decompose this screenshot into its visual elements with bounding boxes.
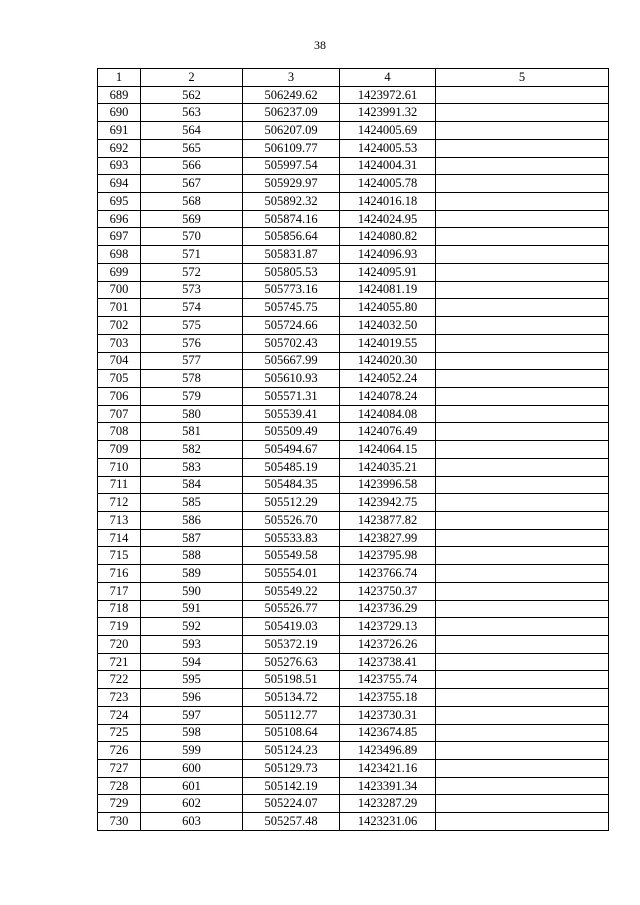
table-cell-col-5: [436, 618, 609, 636]
table-cell-col-2: 577: [141, 352, 243, 370]
table-cell-col-5: [436, 600, 609, 618]
table-cell-col-3: 505142.19: [243, 777, 340, 795]
table-cell-col-5: [436, 795, 609, 813]
table-cell-col-4: 1423730.31: [340, 706, 436, 724]
table-cell-col-4: 1423738.41: [340, 653, 436, 671]
table-cell-col-2: 591: [141, 600, 243, 618]
table-cell-col-4: 1424084.08: [340, 405, 436, 423]
table-cell-col-4: 1424035.21: [340, 458, 436, 476]
table-cell-col-3: 505224.07: [243, 795, 340, 813]
table-cell-col-2: 562: [141, 86, 243, 104]
table-cell-col-2: 570: [141, 228, 243, 246]
table-cell-col-5: [436, 157, 609, 175]
table-cell-col-5: [436, 813, 609, 831]
table-cell-col-3: 505892.32: [243, 193, 340, 211]
table-cell-col-5: [436, 228, 609, 246]
table-cell-col-2: 596: [141, 689, 243, 707]
table-cell-col-4: 1424080.82: [340, 228, 436, 246]
table-cell-col-1: 729: [98, 795, 141, 813]
page-number: 38: [314, 38, 326, 52]
table-cell-col-3: 505372.19: [243, 636, 340, 654]
table-cell-col-5: [436, 423, 609, 441]
table-cell-col-4: 1423877.82: [340, 511, 436, 529]
table-row: [98, 86, 609, 104]
table-cell-col-3: 505494.67: [243, 441, 340, 459]
table-cell-col-3: 505856.64: [243, 228, 340, 246]
table-row: [98, 104, 609, 122]
table-row: [98, 441, 609, 459]
table-cell-col-2: 584: [141, 476, 243, 494]
table-cell-col-3: 505129.73: [243, 760, 340, 778]
table-row: [98, 565, 609, 583]
table-cell-col-3: 505419.03: [243, 618, 340, 636]
column-header-2: 2: [141, 69, 243, 87]
table-cell-col-5: [436, 370, 609, 388]
table-cell-col-5: [436, 263, 609, 281]
table-row: [98, 352, 609, 370]
table-cell-col-3: 505134.72: [243, 689, 340, 707]
table-cell-col-2: 583: [141, 458, 243, 476]
table-cell-col-4: 1423736.29: [340, 600, 436, 618]
table-cell-col-3: 505667.99: [243, 352, 340, 370]
table-cell-col-3: 505124.23: [243, 742, 340, 760]
table-cell-col-4: 1423755.74: [340, 671, 436, 689]
table-cell-col-3: 505112.77: [243, 706, 340, 724]
table-cell-col-4: 1424052.24: [340, 370, 436, 388]
table-cell-col-5: [436, 494, 609, 512]
table-cell-col-4: 1423287.29: [340, 795, 436, 813]
table-cell-col-2: 598: [141, 724, 243, 742]
table-cell-col-1: 721: [98, 653, 141, 671]
column-header-5: 5: [436, 69, 609, 87]
table-cell-col-1: 691: [98, 122, 141, 140]
table-cell-col-3: 505805.53: [243, 263, 340, 281]
table-cell-col-1: 717: [98, 582, 141, 600]
table-cell-col-4: 1423729.13: [340, 618, 436, 636]
table-cell-col-5: [436, 299, 609, 317]
table-cell-col-1: 728: [98, 777, 141, 795]
table-row: [98, 582, 609, 600]
table-row: [98, 122, 609, 140]
table-cell-col-2: 576: [141, 334, 243, 352]
table-cell-col-1: 703: [98, 334, 141, 352]
table-cell-col-1: 701: [98, 299, 141, 317]
table-cell-col-2: 594: [141, 653, 243, 671]
table-cell-col-3: 505526.70: [243, 511, 340, 529]
table-cell-col-4: 1424064.15: [340, 441, 436, 459]
table-cell-col-5: [436, 352, 609, 370]
table-cell-col-4: 1424032.50: [340, 317, 436, 335]
table-cell-col-5: [436, 458, 609, 476]
table-cell-col-3: 506249.62: [243, 86, 340, 104]
table-row: [98, 742, 609, 760]
table-cell-col-2: 580: [141, 405, 243, 423]
table-cell-col-1: 693: [98, 157, 141, 175]
table-cell-col-3: 505702.43: [243, 334, 340, 352]
table-cell-col-2: 595: [141, 671, 243, 689]
table-cell-col-5: [436, 529, 609, 547]
table-row: [98, 157, 609, 175]
coordinates-table: [97, 68, 609, 831]
table-cell-col-4: 1424081.19: [340, 281, 436, 299]
column-header-3: 3: [243, 69, 340, 87]
table-cell-col-3: 505539.41: [243, 405, 340, 423]
table-row: [98, 246, 609, 264]
table-cell-col-4: 1423795.98: [340, 547, 436, 565]
table-cell-col-2: 566: [141, 157, 243, 175]
table-cell-col-3: 505549.22: [243, 582, 340, 600]
table-cell-col-2: 578: [141, 370, 243, 388]
table-cell-col-1: 715: [98, 547, 141, 565]
table-row: [98, 263, 609, 281]
table-cell-col-2: 588: [141, 547, 243, 565]
table-row: [98, 476, 609, 494]
table-cell-col-3: 505724.66: [243, 317, 340, 335]
table-cell-col-1: 710: [98, 458, 141, 476]
table-cell-col-3: 505533.83: [243, 529, 340, 547]
table-cell-col-5: [436, 317, 609, 335]
table-row: [98, 671, 609, 689]
table-cell-col-3: 505874.16: [243, 210, 340, 228]
table-row: [98, 281, 609, 299]
table-cell-col-5: [436, 724, 609, 742]
table-cell-col-1: 714: [98, 529, 141, 547]
table-cell-col-5: [436, 742, 609, 760]
table-row: [98, 299, 609, 317]
table-row: [98, 689, 609, 707]
table-cell-col-1: 713: [98, 511, 141, 529]
table-cell-col-1: 695: [98, 193, 141, 211]
table-cell-col-5: [436, 210, 609, 228]
table-row: [98, 706, 609, 724]
table-cell-col-1: 711: [98, 476, 141, 494]
table-cell-col-5: [436, 547, 609, 565]
table-cell-col-1: 720: [98, 636, 141, 654]
table-cell-col-4: 1423496.89: [340, 742, 436, 760]
table-cell-col-4: 1424078.24: [340, 387, 436, 405]
table-row: [98, 139, 609, 157]
table-cell-col-4: 1423991.32: [340, 104, 436, 122]
table-cell-col-4: 1424055.80: [340, 299, 436, 317]
table-row: [98, 547, 609, 565]
table-cell-col-5: [436, 334, 609, 352]
table-row: [98, 405, 609, 423]
table-cell-col-1: 690: [98, 104, 141, 122]
table-cell-col-1: 723: [98, 689, 141, 707]
table-row: [98, 529, 609, 547]
table-cell-col-5: [436, 122, 609, 140]
table-cell-col-2: 597: [141, 706, 243, 724]
table-cell-col-4: 1423766.74: [340, 565, 436, 583]
table-cell-col-4: 1424016.18: [340, 193, 436, 211]
table-cell-col-4: 1423827.99: [340, 529, 436, 547]
table-cell-col-5: [436, 441, 609, 459]
table-cell-col-2: 587: [141, 529, 243, 547]
table-cell-col-1: 705: [98, 370, 141, 388]
table-cell-col-1: 724: [98, 706, 141, 724]
table-cell-col-4: 1423755.18: [340, 689, 436, 707]
table-cell-col-5: [436, 636, 609, 654]
table-cell-col-3: 505997.54: [243, 157, 340, 175]
table-cell-col-4: 1424005.53: [340, 139, 436, 157]
table-cell-col-1: 718: [98, 600, 141, 618]
table-cell-col-3: 505484.35: [243, 476, 340, 494]
table-cell-col-1: 708: [98, 423, 141, 441]
table-row: [98, 175, 609, 193]
table-cell-col-2: 568: [141, 193, 243, 211]
table-row: [98, 193, 609, 211]
table-cell-col-2: 574: [141, 299, 243, 317]
table-cell-col-1: 726: [98, 742, 141, 760]
table-cell-col-1: 719: [98, 618, 141, 636]
table-cell-col-2: 585: [141, 494, 243, 512]
table-row: [98, 777, 609, 795]
table-cell-col-1: 692: [98, 139, 141, 157]
table-cell-col-2: 564: [141, 122, 243, 140]
table-cell-col-1: 697: [98, 228, 141, 246]
table-row: [98, 653, 609, 671]
table-cell-col-3: 506237.09: [243, 104, 340, 122]
column-header-4: 4: [340, 69, 436, 87]
table-row: [98, 387, 609, 405]
table-cell-col-1: 699: [98, 263, 141, 281]
table-cell-col-2: 569: [141, 210, 243, 228]
table-row: [98, 795, 609, 813]
table-cell-col-1: 722: [98, 671, 141, 689]
table-cell-col-2: 573: [141, 281, 243, 299]
table-cell-col-1: 709: [98, 441, 141, 459]
table-body: [98, 86, 609, 830]
table-cell-col-2: 603: [141, 813, 243, 831]
table-cell-col-1: 702: [98, 317, 141, 335]
table-row: [98, 511, 609, 529]
table-cell-col-5: [436, 387, 609, 405]
table-cell-col-5: [436, 281, 609, 299]
table-cell-col-3: 505571.31: [243, 387, 340, 405]
table-row: [98, 334, 609, 352]
table-cell-col-4: 1423391.34: [340, 777, 436, 795]
table-cell-col-3: 505509.49: [243, 423, 340, 441]
table-cell-col-3: 505773.16: [243, 281, 340, 299]
table-cell-col-1: 730: [98, 813, 141, 831]
table-cell-col-4: 1424076.49: [340, 423, 436, 441]
table-cell-col-4: 1423996.58: [340, 476, 436, 494]
table-cell-col-2: 572: [141, 263, 243, 281]
table-cell-col-2: 567: [141, 175, 243, 193]
table-cell-col-1: 707: [98, 405, 141, 423]
table-cell-col-2: 593: [141, 636, 243, 654]
table-cell-col-1: 689: [98, 86, 141, 104]
table-cell-col-5: [436, 671, 609, 689]
table-cell-col-5: [436, 511, 609, 529]
table-row: [98, 724, 609, 742]
table-cell-col-5: [436, 706, 609, 724]
table-row: [98, 228, 609, 246]
table-cell-col-1: 694: [98, 175, 141, 193]
table-cell-col-2: 571: [141, 246, 243, 264]
table-cell-col-3: 505198.51: [243, 671, 340, 689]
table-cell-col-5: [436, 175, 609, 193]
table-cell-col-4: 1424020.30: [340, 352, 436, 370]
table-cell-col-3: 505929.97: [243, 175, 340, 193]
table-cell-col-4: 1424095.91: [340, 263, 436, 281]
table-cell-col-2: 602: [141, 795, 243, 813]
table-row: [98, 458, 609, 476]
table-row: [98, 494, 609, 512]
table-cell-col-5: [436, 139, 609, 157]
table-cell-col-5: [436, 193, 609, 211]
table-cell-col-2: 590: [141, 582, 243, 600]
column-header-1: 1: [98, 69, 141, 87]
table-row: [98, 636, 609, 654]
table-cell-col-3: 505549.58: [243, 547, 340, 565]
table-row: [98, 210, 609, 228]
table-cell-col-4: 1424024.95: [340, 210, 436, 228]
table-cell-col-2: 582: [141, 441, 243, 459]
table-cell-col-4: 1424096.93: [340, 246, 436, 264]
table-cell-col-5: [436, 405, 609, 423]
table-cell-col-2: 575: [141, 317, 243, 335]
table-cell-col-1: 706: [98, 387, 141, 405]
table-cell-col-1: 727: [98, 760, 141, 778]
table-cell-col-4: 1423972.61: [340, 86, 436, 104]
table-row: [98, 618, 609, 636]
table-cell-col-2: 599: [141, 742, 243, 760]
table-cell-col-2: 601: [141, 777, 243, 795]
table-cell-col-3: 505485.19: [243, 458, 340, 476]
table-cell-col-3: 505831.87: [243, 246, 340, 264]
table-cell-col-3: 505554.01: [243, 565, 340, 583]
table-row: [98, 600, 609, 618]
table-cell-col-3: 505526.77: [243, 600, 340, 618]
table-cell-col-2: 592: [141, 618, 243, 636]
table-row: [98, 370, 609, 388]
table-cell-col-4: 1424004.31: [340, 157, 436, 175]
table-cell-col-2: 586: [141, 511, 243, 529]
table-cell-col-3: 505512.29: [243, 494, 340, 512]
table-cell-col-3: 505745.75: [243, 299, 340, 317]
table-cell-col-5: [436, 104, 609, 122]
table-header-row: [98, 69, 609, 87]
table-cell-col-2: 565: [141, 139, 243, 157]
table-cell-col-1: 725: [98, 724, 141, 742]
table-cell-col-4: 1424019.55: [340, 334, 436, 352]
table-cell-col-5: [436, 476, 609, 494]
table-cell-col-1: 704: [98, 352, 141, 370]
table-cell-col-2: 600: [141, 760, 243, 778]
table-row: [98, 423, 609, 441]
table-cell-col-3: 505108.64: [243, 724, 340, 742]
table-cell-col-5: [436, 777, 609, 795]
table-cell-col-4: 1423421.16: [340, 760, 436, 778]
table-row: [98, 317, 609, 335]
table-cell-col-5: [436, 653, 609, 671]
table-cell-col-3: 506207.09: [243, 122, 340, 140]
table-cell-col-5: [436, 760, 609, 778]
table-cell-col-4: 1424005.69: [340, 122, 436, 140]
table-cell-col-4: 1423726.26: [340, 636, 436, 654]
table-cell-col-3: 505610.93: [243, 370, 340, 388]
table-cell-col-5: [436, 565, 609, 583]
table-row: [98, 760, 609, 778]
table-cell-col-3: 506109.77: [243, 139, 340, 157]
table-cell-col-2: 589: [141, 565, 243, 583]
table-cell-col-4: 1423942.75: [340, 494, 436, 512]
table-cell-col-5: [436, 246, 609, 264]
table-cell-col-1: 712: [98, 494, 141, 512]
table-row: [98, 813, 609, 831]
table-cell-col-4: 1424005.78: [340, 175, 436, 193]
table-cell-col-5: [436, 582, 609, 600]
table-cell-col-1: 700: [98, 281, 141, 299]
table-cell-col-5: [436, 86, 609, 104]
table-cell-col-1: 696: [98, 210, 141, 228]
table-cell-col-4: 1423231.06: [340, 813, 436, 831]
table-cell-col-3: 505276.63: [243, 653, 340, 671]
table-cell-col-4: 1423674.85: [340, 724, 436, 742]
table-cell-col-2: 579: [141, 387, 243, 405]
table-cell-col-3: 505257.48: [243, 813, 340, 831]
table-cell-col-2: 581: [141, 423, 243, 441]
table-cell-col-1: 698: [98, 246, 141, 264]
table-cell-col-2: 563: [141, 104, 243, 122]
table-cell-col-5: [436, 689, 609, 707]
table-cell-col-1: 716: [98, 565, 141, 583]
table-cell-col-4: 1423750.37: [340, 582, 436, 600]
